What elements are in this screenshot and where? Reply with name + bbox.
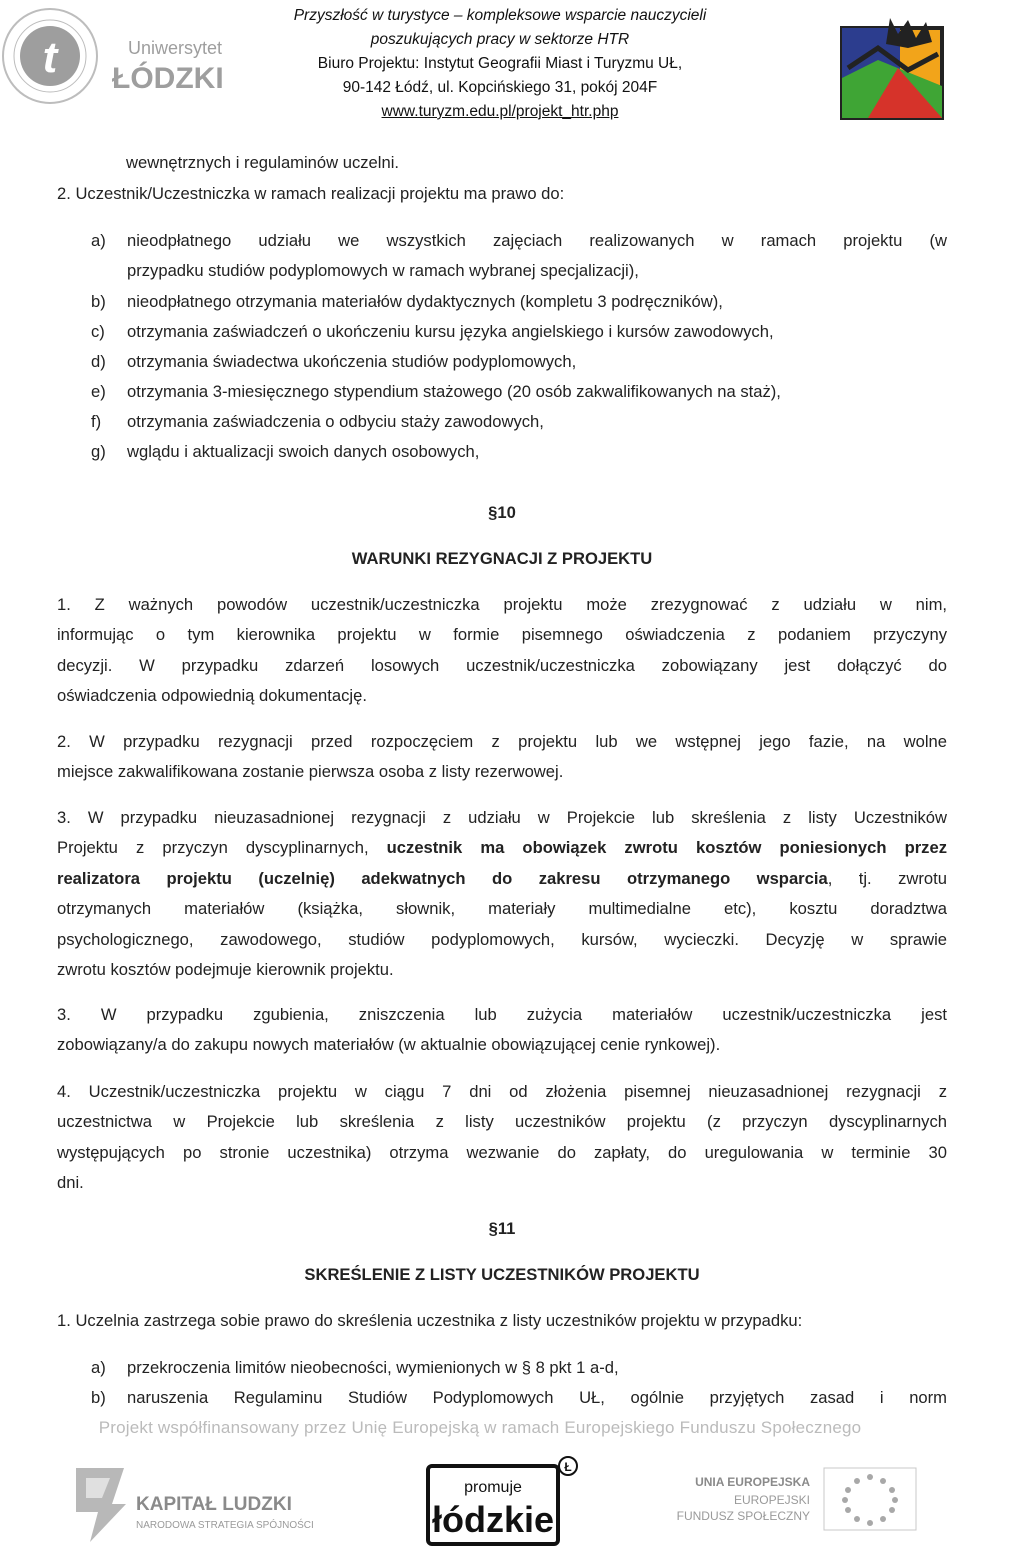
paragraph-line: miejsce zakwalifikowana zostanie pierwsza osoba z listy rezerwowej. <box>57 762 564 782</box>
paragraph-line: 4. Uczestnik/uczestniczka projektu w ciągu 7 dni od złożenia pisemnej nieuzasadnionej rezygnacji z <box>57 1082 947 1101</box>
promuje-lodzkie-logo <box>420 1454 580 1548</box>
paragraph-line: otrzymanych materiałów (książka, słownik, materiały multimedialne etc), kosztu doradztwa <box>57 899 947 919</box>
text-bold: uczestnik ma obowiązek zwrotu kosztów poniesionych przez <box>386 838 947 858</box>
paragraph-line: zwrotu kosztów podejmuje kierownik projektu. <box>57 959 394 979</box>
project-info <box>232 4 768 124</box>
paragraph <box>57 803 947 985</box>
list-text: nieodpłatnego udziału we wszystkich zajęciach realizowanych w ramach projektu (w <box>127 231 947 250</box>
htr-project-logo <box>838 8 950 122</box>
paragraph-line <box>57 864 947 894</box>
logo-word-uniwersytet: Uniwersytet <box>128 38 223 58</box>
paragraph-line: psychologicznego, zawodowego, studiów podyplomowych, kursów, wycieczki. Decyzję w sprawie <box>57 929 947 949</box>
section-number: §11 <box>488 1219 516 1238</box>
list-text: otrzymania świadectwa ukończenia studiów podyplomowych, <box>127 352 577 371</box>
university-of-lodz-logo <box>0 6 240 106</box>
text-normal: Projektu z przyczyn dyscyplinarnych, <box>57 838 387 858</box>
paragraph-line <box>57 833 947 863</box>
project-title-line2: poszukujących pracy w sektorze HTR <box>370 31 630 48</box>
list-text: przekroczenia limitów nieobecności, wymienionych w § 8 pkt 1 a-d, <box>127 1358 619 1377</box>
eu-line3: FUNDUSZ SPOŁECZNY <box>676 1509 810 1523</box>
page-header <box>0 0 960 130</box>
paragraph: 1. Uczelnia zastrzega sobie prawo do skreślenia uczestnika z listy uczestników projektu w przypadku: <box>57 1311 803 1330</box>
footer-logos <box>0 1450 960 1550</box>
promuje-big: łódzkie <box>431 1499 555 1540</box>
paragraph-continuation: wewnętrznych i regulaminów uczelni. <box>126 153 399 172</box>
point2-intro: 2. Uczestnik/Uczestniczka w ramach realizacji projektu ma prawo do: <box>57 184 565 203</box>
list-text: otrzymania 3-miesięcznego stypendium stażowego (20 osób zakwalifikowanych na staż), <box>127 382 781 401</box>
paragraph-line: 3. W przypadku zgubienia, zniszczenia lub zużycia materiałów uczestnik/uczestniczka jest <box>57 1005 947 1024</box>
list-text: przypadku studiów podyplomowych w ramach wybranej specjalizacji), <box>127 261 639 281</box>
paragraph-line: 3. W przypadku nieuzasadnionej rezygnacji z udziału w Projekcie lub skreślenia z listy Uczestników <box>57 808 947 827</box>
list-label: f) <box>91 412 102 431</box>
paragraph-line: dni. <box>57 1173 84 1193</box>
kl-subtitle: NARODOWA STRATEGIA SPÓJNOŚCI <box>136 1520 314 1531</box>
svg-text:t: t <box>42 33 58 82</box>
project-address: 90-142 Łódź, ul. Kopcińskiego 31, pokój 204F <box>342 79 658 96</box>
list-label: g) <box>91 442 106 461</box>
list-text: nieodpłatnego otrzymania materiałów dydaktycznych (kompletu 3 podręczników), <box>127 292 723 311</box>
list-label: a) <box>91 231 106 250</box>
paragraph-line: występujących po stronie uczestnika) otrzyma wezwanie do zapłaty, do uregulowania w terminie 30 <box>57 1142 947 1162</box>
text-normal: , tj. zwrotu <box>827 868 947 888</box>
eu-line2: EUROPEJSKI <box>733 1493 810 1507</box>
eu-line1: UNIA EUROPEJSKA <box>695 1475 810 1489</box>
list-label: a) <box>91 1358 106 1377</box>
paragraph-line: uczestnictwa w Projekcie lub skreślenia z listy uczestników projektu (z przyczyn dyscyplinarnych <box>57 1112 947 1132</box>
paragraph-line: 2. W przypadku rezygnacji przed rozpoczęciem z projektu lub we wstępnej jego fazie, na wolne <box>57 732 947 751</box>
kl-title: KAPITAŁ LUDZKI <box>136 1494 292 1515</box>
list-text: otrzymania zaświadczeń o ukończeniu kursu języka angielskiego i kursów zawodowych, <box>127 322 774 341</box>
list-label: c) <box>91 322 105 341</box>
list-label: b) <box>91 1388 106 1407</box>
cofinancing-note: Projekt współfinansowany przez Unię Europejską w ramach Europejskiego Funduszu Społecznego <box>98 1418 862 1437</box>
paragraph <box>57 1000 947 1061</box>
section-title: SKREŚLENIE Z LISTY UCZESTNIKÓW PROJEKTU <box>304 1265 700 1284</box>
paragraph <box>57 727 947 788</box>
svg-text:Ł: Ł <box>564 1460 572 1474</box>
paragraph <box>57 590 947 712</box>
logo-word-lodzki: ŁÓDZKI <box>112 62 224 95</box>
list-label: d) <box>91 352 106 371</box>
paragraph-line: zobowiązany/a do zakupu nowych materiałów (w aktualnie obowiązującej cenie rynkowej). <box>57 1035 721 1055</box>
list-text: wglądu i aktualizacji swoich danych osobowych, <box>127 442 480 461</box>
paragraph-line: decyzji. W przypadku zdarzeń losowych uczestnik/uczestniczka zobowiązany jest dołączyć do <box>57 655 947 675</box>
project-url-link[interactable]: www.turyzm.edu.pl/projekt_htr.php <box>381 103 619 120</box>
section-title: WARUNKI REZYGNACJI Z PROJEKTU <box>351 549 653 568</box>
promuje-small: promuje <box>464 1479 522 1496</box>
list-label: e) <box>91 382 106 401</box>
paragraph-line: 1. Z ważnych powodów uczestnik/uczestniczka projektu może zrezygnować z udziału w nim, <box>57 595 947 614</box>
paragraph-line: oświadczenia odpowiednią dokumentację. <box>57 686 367 706</box>
european-union-logo <box>676 1464 932 1540</box>
project-title-line1: Przyszłość w turystyce – kompleksowe wsparcie nauczycieli <box>293 7 707 24</box>
paragraph-line: informując o tym kierownika projektu w formie pisemnego oświadczenia z podaniem przyczyny <box>57 625 947 645</box>
list-label: b) <box>91 292 106 311</box>
section-number: §10 <box>488 503 516 522</box>
paragraph <box>57 1077 947 1199</box>
project-office: Biuro Projektu: Instytut Geografii Miast i Turyzmu UŁ, <box>317 55 683 72</box>
kapital-ludzki-logo <box>66 1458 326 1544</box>
text-bold: realizatora projektu (uczelnię) adekwatnych do zakresu otrzymanego wsparcia <box>57 868 828 888</box>
list-text: naruszenia Regulaminu Studiów Podyplomowych UŁ, ogólnie przyjętych zasad i norm <box>127 1388 947 1407</box>
list-text: otrzymania zaświadczenia o odbyciu staży zawodowych, <box>127 412 544 431</box>
